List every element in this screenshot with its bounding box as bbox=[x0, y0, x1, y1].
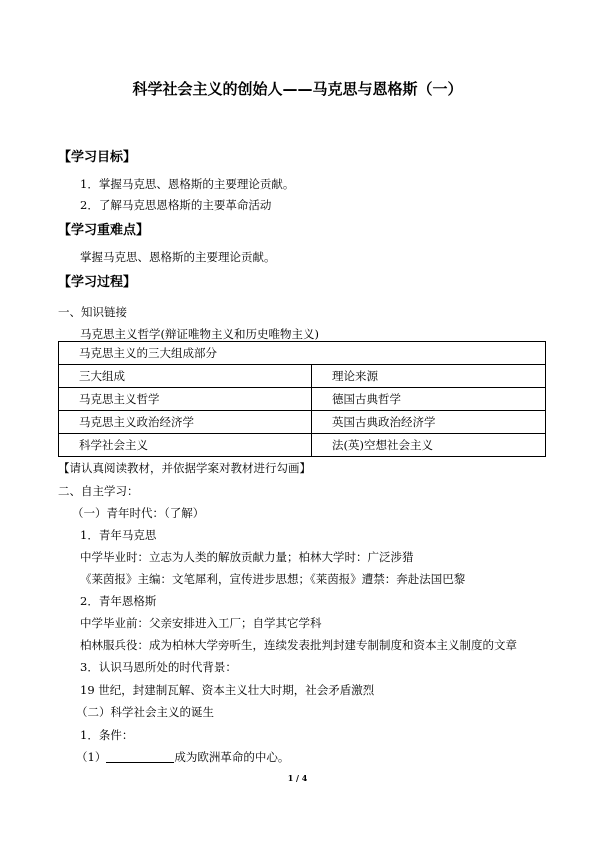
fill-in-blank[interactable] bbox=[106, 750, 174, 763]
objective-item-1: 1．掌握马克思、恩格斯的主要理论贡献。 bbox=[80, 177, 295, 191]
engels-line-2: 柏林服兵役：成为柏林大学旁听生，连续发表批判封建专制制度和资本主义制度的文章 bbox=[80, 638, 517, 652]
table-cell: 德国古典哲学 bbox=[312, 388, 546, 411]
table-caption: 马克思主义的三大组成部分 bbox=[59, 342, 546, 365]
background-text: 19 世纪，封建制瓦解、资本主义壮大时期，社会矛盾激烈 bbox=[80, 683, 375, 697]
conditions-heading: 1．条件： bbox=[80, 728, 134, 742]
background-heading: 3．认识马恩所处的时代背景： bbox=[80, 660, 237, 674]
table-cell: 马克思主义政治经济学 bbox=[59, 411, 312, 434]
key-points-heading: 【学习重难点】 bbox=[58, 223, 150, 238]
marx-heading: 1．青年马克思 bbox=[80, 528, 157, 542]
engels-heading: 2．青年恩格斯 bbox=[80, 594, 157, 608]
table-row bbox=[59, 411, 546, 434]
components-table bbox=[58, 341, 546, 457]
section-self-study: 二、自主学习： bbox=[58, 484, 139, 498]
table-cell: 科学社会主义 bbox=[59, 434, 312, 457]
subsection-youth: （一）青年时代：（了解） bbox=[72, 506, 205, 520]
condition-1-prefix: （1） bbox=[76, 750, 107, 764]
engels-line-1: 中学毕业前：父亲安排进入工厂；自学其它学科 bbox=[80, 616, 322, 630]
marx-line-2: 《莱茵报》主编：文笔犀利，宣传进步思想；《莱茵报》遭禁：奔赴法国巴黎 bbox=[80, 572, 466, 586]
objectives-heading: 【学习目标】 bbox=[58, 150, 137, 165]
table-header-row bbox=[59, 365, 546, 388]
table-caption-row bbox=[59, 342, 546, 365]
page-title: 科学社会主义的创始人——马克思与恩格斯（一） bbox=[132, 80, 463, 98]
table-row bbox=[59, 434, 546, 457]
philosophy-line: 马克思主义哲学(辩证唯物主义和历史唯物主义) bbox=[80, 327, 319, 341]
key-points-text: 掌握马克思、恩格斯的主要理论贡献。 bbox=[80, 250, 276, 264]
condition-1 bbox=[76, 749, 289, 765]
table-cell: 英国古典政治经济学 bbox=[312, 411, 546, 434]
marx-line-1: 中学毕业时：立志为人类的解放贡献力量；柏林大学时：广泛涉猎 bbox=[80, 550, 414, 564]
table-header-source: 理论来源 bbox=[312, 365, 546, 388]
table-header-component: 三大组成 bbox=[59, 365, 312, 388]
table-cell: 法(英)空想社会主义 bbox=[312, 434, 546, 457]
section-knowledge-link: 一、知识链接 bbox=[58, 305, 127, 319]
table-cell: 马克思主义哲学 bbox=[59, 388, 312, 411]
page-number: 1 / 4 bbox=[287, 773, 308, 783]
reading-note: 【请认真阅读教材，并依据学案对教材进行勾画】 bbox=[58, 461, 311, 475]
table-row bbox=[59, 388, 546, 411]
process-heading: 【学习过程】 bbox=[58, 275, 137, 290]
condition-1-suffix: 成为欧洲革命的中心。 bbox=[174, 750, 290, 764]
objective-item-2: 2．了解马克思恩格斯的主要革命活动 bbox=[80, 198, 272, 212]
subsection-birth: （二）科学社会主义的诞生 bbox=[76, 705, 214, 719]
